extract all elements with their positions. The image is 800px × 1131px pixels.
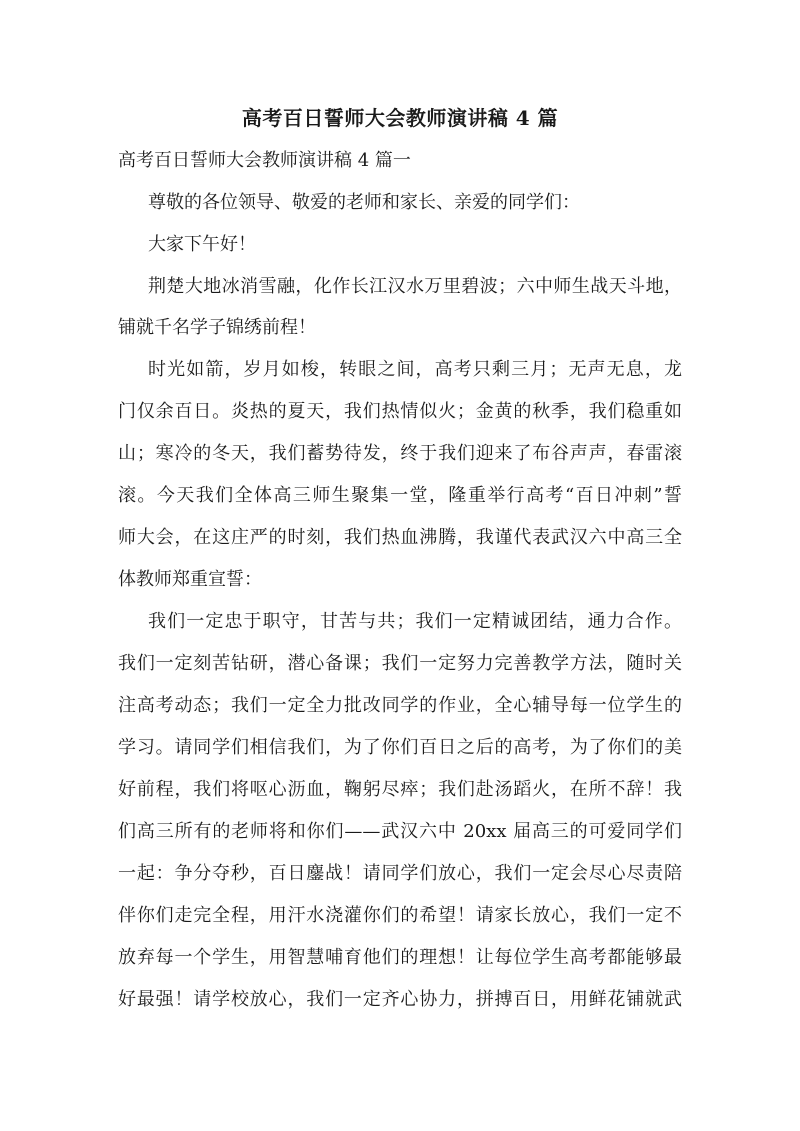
paragraph-line: 铺就千名学子锦绣前程！: [118, 317, 316, 338]
paragraph-line: 门仅余百日。炎热的夏天，我们热情似火；金黄的秋季，我们稳重如: [118, 401, 682, 422]
paragraph-line: 好最强！请学校放心，我们一定齐心协力，拼搏百日，用鲜花铺就武: [118, 989, 682, 1010]
paragraph-line: 尊敬的各位领导、敬爱的老师和家长、亲爱的同学们：: [148, 192, 580, 213]
paragraph-line: 荆楚大地冰消雪融，化作长江汉水万里碧波；六中师生战天斗地，: [148, 276, 682, 297]
paragraph-line: 滚。今天我们全体高三师生聚集一堂，隆重举行高考“百日冲刺”誓: [118, 485, 682, 506]
paragraph-line: 体教师郑重宣誓：: [118, 569, 262, 590]
paragraph-line: 我们一定忠于职守，甘苦与共；我们一定精诚团结，通力合作。: [148, 611, 682, 632]
section-heading: 高考百日誓师大会教师演讲稿 4 篇一: [118, 150, 411, 171]
paragraph-line: 师大会，在这庄严的时刻，我们热血沸腾，我谨代表武汉六中高三全: [118, 527, 682, 548]
paragraph-line: 一起：争分夺秒，百日鏖战！请同学们放心，我们一定会尽心尽责陪: [118, 863, 682, 884]
paragraph-line: 伴你们走完全程，用汗水浇灌你们的希望！请家长放心，我们一定不: [118, 905, 682, 926]
paragraph-line: 好前程，我们将呕心沥血，鞠躬尽瘁；我们赴汤蹈火，在所不辞！我: [118, 779, 682, 800]
paragraph-line: 山；寒冷的冬天，我们蓄势待发，终于我们迎来了布谷声声，春雷滚: [118, 443, 682, 464]
paragraph-line: 我们一定刻苦钻研，潜心备课；我们一定努力完善教学方法，随时关: [118, 653, 682, 674]
paragraph-line: 们高三所有的老师将和你们——武汉六中 20xx 届高三的可爱同学们: [118, 821, 682, 842]
paragraph-line: 学习。请同学们相信我们，为了你们百日之后的高考，为了你们的美: [118, 737, 682, 758]
paragraph-line: 放弃每一个学生，用智慧哺育他们的理想！让每位学生高考都能够最: [118, 947, 682, 968]
document-title: 高考百日誓师大会教师演讲稿 4 篇: [241, 106, 559, 130]
paragraph-line: 时光如箭，岁月如梭，转眼之间，高考只剩三月；无声无息，龙: [148, 359, 682, 380]
paragraph-line: 大家下午好！: [148, 234, 256, 255]
paragraph-line: 注高考动态；我们一定全力批改同学的作业，全心辅导每一位学生的: [118, 695, 682, 716]
